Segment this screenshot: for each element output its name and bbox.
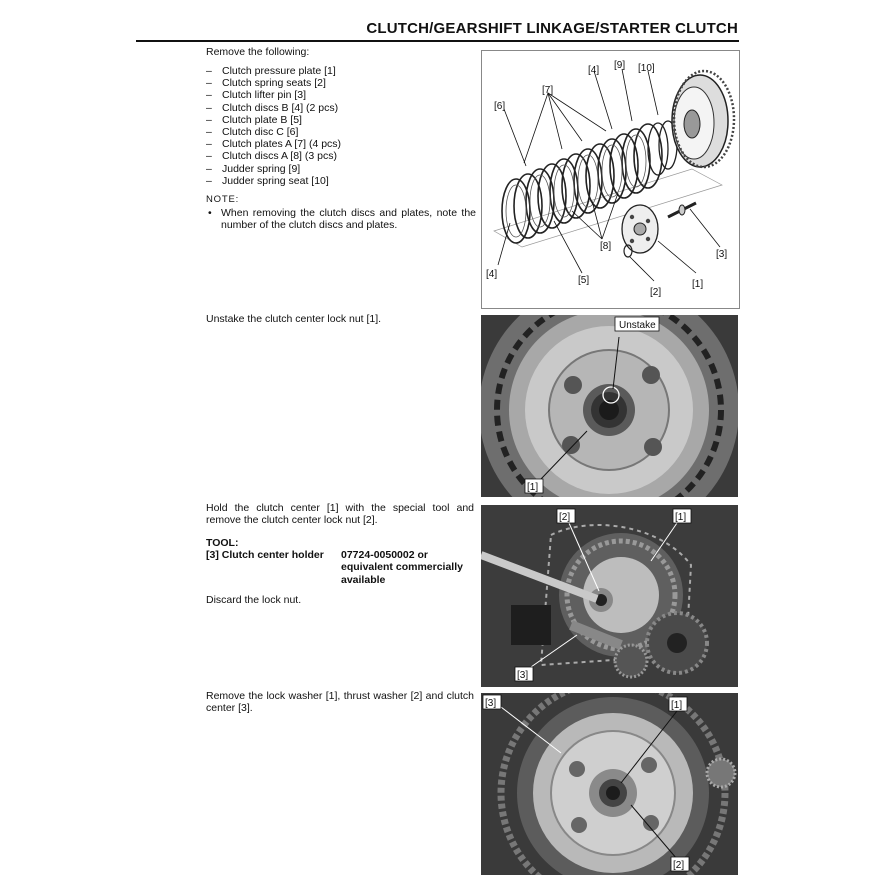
tool-part-number: 07724-0050002 or equivalent commercially available xyxy=(341,549,463,586)
pressure-plate-drawing xyxy=(622,205,658,253)
callout-2: [2] xyxy=(559,512,571,523)
unstake-photo xyxy=(481,315,738,497)
removal-list xyxy=(206,65,341,187)
callout-2: [2] xyxy=(650,287,662,298)
clutch-holder-photo-art xyxy=(481,505,738,687)
callout-8: [8] xyxy=(600,241,612,252)
list-item: – Clutch disc C [6] xyxy=(206,126,299,139)
note-bullet: • xyxy=(208,207,212,219)
tool-name: [3] Clutch center holder xyxy=(206,549,324,561)
list-item: – Judder spring [9] xyxy=(206,162,301,175)
callout-9: [9] xyxy=(614,60,626,71)
callout-1: [1] xyxy=(527,482,539,493)
note-label: NOTE: xyxy=(206,194,240,205)
callout-4: [4] xyxy=(486,269,498,280)
callout-3: [3] xyxy=(716,249,728,260)
clutch-holder-photo xyxy=(481,505,738,687)
list-item: – Judder spring seat [10] xyxy=(206,174,329,187)
list-item: – Clutch discs A [8] (3 pcs) xyxy=(206,150,337,163)
clutch-center-photo xyxy=(481,693,738,875)
callout-6: [6] xyxy=(494,101,506,112)
callout-3: [3] xyxy=(517,670,529,681)
step3-text: Hold the clutch center [1] with the special tool and remove the clutch center lock nut [2]. xyxy=(206,502,474,527)
discard-text: Discard the lock nut. xyxy=(206,594,302,606)
exploded-diagram-art xyxy=(482,51,739,308)
list-item: – Clutch spring seats [2] xyxy=(206,77,326,90)
header-rule xyxy=(136,40,739,42)
callout-1: [1] xyxy=(675,512,687,523)
list-item: – Clutch pressure plate [1] xyxy=(206,65,336,77)
clutch-outer-drawing xyxy=(672,71,734,167)
callout-10: [10] xyxy=(638,63,655,74)
callout-4-top: [4] xyxy=(588,65,600,76)
list-item: – Clutch plate B [5] xyxy=(206,113,302,126)
callout-5: [5] xyxy=(578,275,590,286)
callout-7: [7] xyxy=(542,85,554,96)
callout-2: [2] xyxy=(673,860,685,871)
note-body xyxy=(208,207,476,232)
callout-3: [3] xyxy=(485,698,497,709)
exploded-clutch-diagram xyxy=(481,50,740,309)
list-item: – Clutch discs B [4] (2 pcs) xyxy=(206,101,339,114)
clutch-center-photo-art xyxy=(481,693,738,875)
list-item: – Clutch plates A [7] (4 pcs) xyxy=(206,138,342,151)
callout-1: [1] xyxy=(692,279,704,290)
unstake-photo-art xyxy=(481,315,738,497)
step1-intro: Remove the following: xyxy=(206,46,310,58)
note-text: When removing the clutch discs and plates, note the number of the clutch discs and plates. xyxy=(221,207,476,232)
callout-1: [1] xyxy=(671,700,683,711)
lifter-pin-drawing xyxy=(668,203,696,217)
step2-text: Unstake the clutch center lock nut [1]. xyxy=(206,313,382,325)
step4-text: Remove the lock washer [1], thrust washer [2] and clutch center [3]. xyxy=(206,690,474,715)
page-title: CLUTCH/GEARSHIFT LINKAGE/STARTER CLUTCH xyxy=(366,20,738,37)
tool-label: TOOL: xyxy=(206,537,239,549)
list-item: – Clutch lifter pin [3] xyxy=(206,89,307,102)
unstake-callout: Unstake xyxy=(619,320,656,331)
